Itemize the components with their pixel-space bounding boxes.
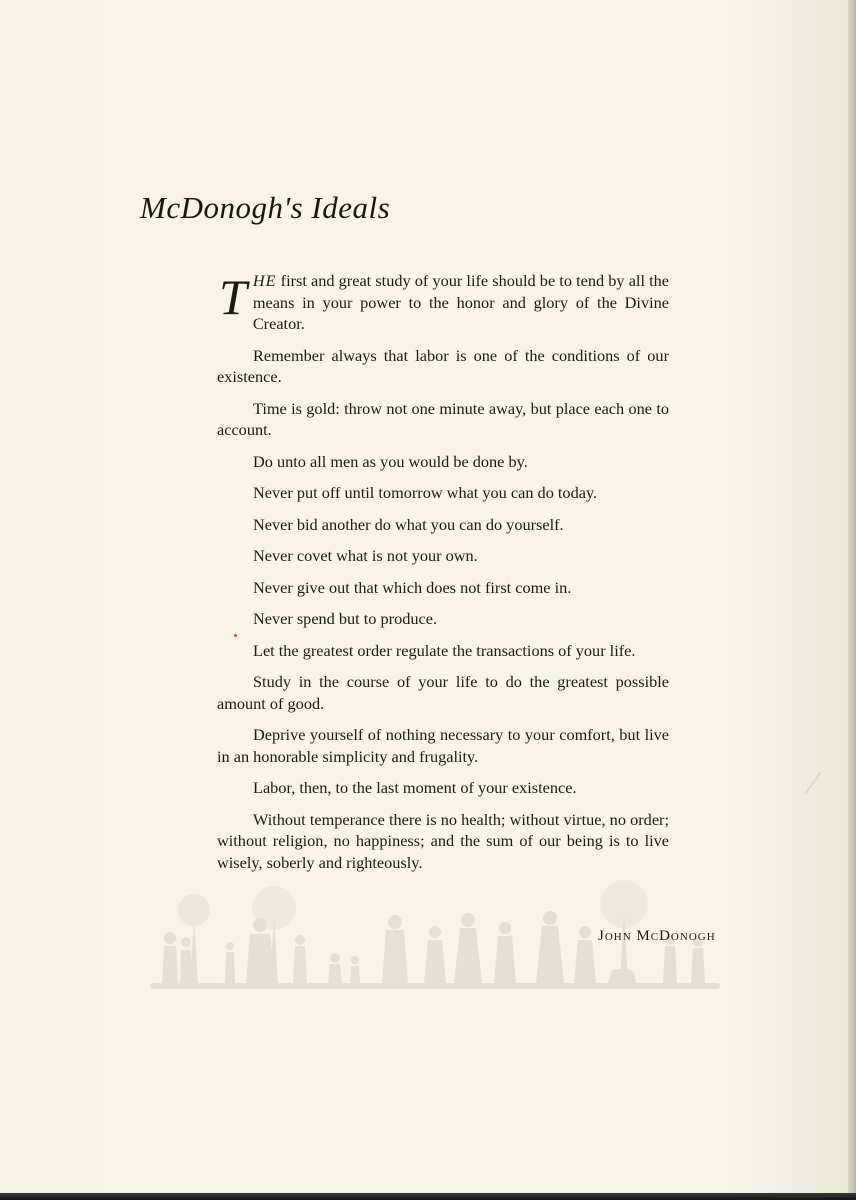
page-edge — [848, 0, 856, 1200]
paragraph: Never put off until tomorrow what you can do today. — [253, 483, 598, 502]
paragraph: Never spend but to produce. — [253, 609, 438, 628]
scan-bottom-edge — [0, 1193, 856, 1200]
paragraph: Without temperance there is no health; without virtue, no order; without religion, no happiness; and the sum of our being is to live wisely, soberly and righteously. — [217, 809, 669, 872]
first-paragraph — [217, 270, 669, 335]
paragraph: Remember always that labor is one of the conditions of our existence. — [217, 345, 669, 386]
ideals-text — [217, 270, 669, 883]
paragraph: Never covet what is not your own. — [253, 546, 478, 565]
lead-caps: HE — [252, 271, 277, 290]
paragraph: Time is gold: throw not one minute away, but place each one to account. — [217, 398, 669, 439]
page-title: McDonogh's Ideals — [140, 190, 391, 225]
signature: John McDonogh — [598, 928, 716, 944]
paragraph: Deprive yourself of nothing necessary to your comfort, but live in an honorable simplicity and frugality. — [217, 725, 669, 766]
paragraph: Let the greatest order regulate the transactions of your life. — [253, 640, 636, 660]
ink-speck — [234, 634, 237, 637]
paragraph: Do unto all men as you would be done by. — [253, 451, 528, 471]
paragraph: Never give out that which does not first come in. — [253, 577, 572, 597]
drop-cap: T — [219, 269, 247, 325]
paragraph: Study in the course of your life to do the greatest possible amount of good. — [217, 672, 669, 713]
first-paragraph-text: first and great study of your life should be to tend by all the means in your power to the honor and glory of the Divine Creator. — [252, 271, 669, 333]
paragraph: Labor, then, to the last moment of your existence. — [253, 778, 577, 797]
paragraph: Never bid another do what you can do yourself. — [253, 514, 564, 534]
